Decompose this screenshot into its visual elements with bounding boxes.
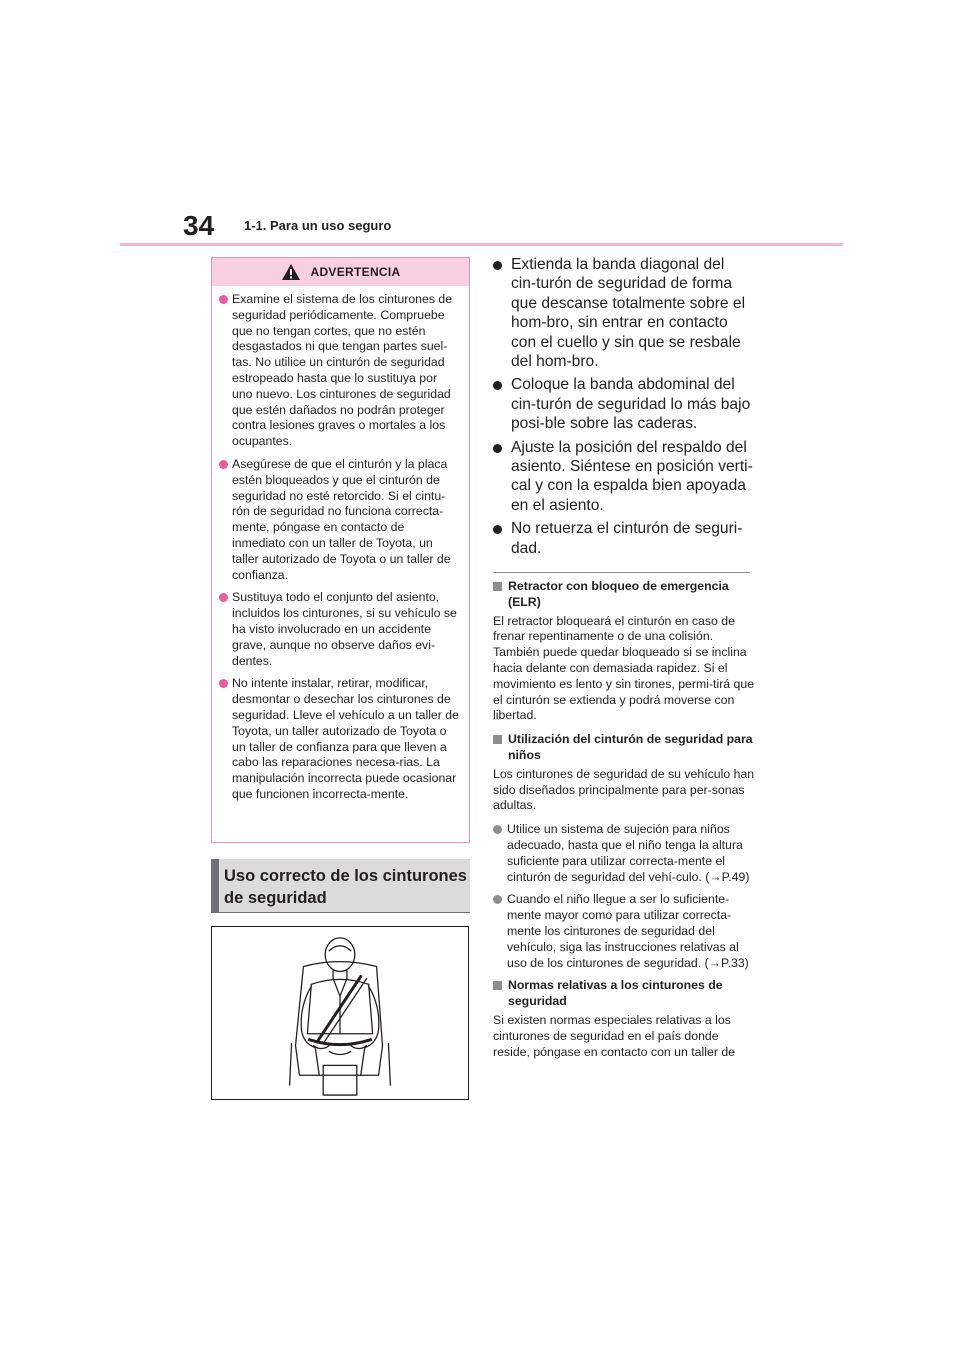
bullet-icon — [493, 895, 502, 904]
instruction-text: Ajuste la posición del respaldo del asiento. Siéntese en posición verti-cal y con la espalda bien apoyada en el asiento. — [511, 438, 753, 514]
instruction-list — [493, 255, 753, 558]
square-bullet-icon — [493, 981, 502, 990]
instruction-text: Extienda la banda diagonal del cin-turón de seguridad de forma que descanse totalmente sobre el hom-bro, sin entrar en contacto con el cuello y sin que se resbale del hom-bro. — [511, 256, 746, 371]
warning-item — [219, 676, 459, 802]
warning-item-text: Sustituya todo el conjunto del asiento, incluidos los cinturones, si su vehículo se ha visto involucrado en un accidente grave, aunque no observe daños evi-dentes. — [232, 590, 457, 668]
warning-item-text: No intente instalar, retirar, modificar, desmontar o desechar los cinturones de seguridad. Lleve el vehículo a un taller de Toyota, un taller autorizado de Toyota o un taller de confianza para que lleven a cabo las reparaciones necesa-rias. La manipulación incorrecta puede ocasionar que funcionen incorrecta-mente. — [232, 676, 459, 801]
instruction-item — [493, 438, 753, 516]
seatbelt-illustration — [211, 926, 469, 1100]
instruction-item — [493, 255, 753, 371]
bullet-icon — [219, 679, 228, 688]
header-divider — [120, 243, 843, 246]
warning-triangle-icon — [281, 263, 301, 281]
bullet-icon — [493, 525, 502, 534]
seated-person-illustration — [212, 927, 468, 1099]
children-body: Los cinturones de seguridad de su vehículo han sido diseñados principalmente para per-sonas adultas. — [493, 766, 755, 813]
rules-heading — [493, 978, 755, 1010]
warning-item — [219, 292, 459, 450]
square-bullet-icon — [493, 582, 502, 591]
instruction-text: Coloque la banda abdominal del cin-turón de seguridad lo más bajo posi-ble sobre las caderas. — [511, 376, 751, 433]
children-item — [493, 822, 755, 885]
warning-item — [219, 457, 459, 583]
warning-list — [212, 286, 469, 803]
warning-item-text: Asegúrese de que el cinturón y la placa estén bloqueados y que el cinturón de seguridad no esté retorcido. Si el cintu-rón de seguridad no funciona correcta-mente, póngase en contacto de inmediato con un taller de Toyota, un taller autorizado de Toyota o un taller de confianza. — [232, 456, 451, 582]
bullet-icon — [219, 295, 228, 304]
section-heading — [211, 859, 470, 913]
section-heading-line2: de seguridad — [224, 889, 327, 907]
bullet-icon — [493, 444, 502, 453]
children-heading-text: Utilización del cinturón de seguridad para niños — [508, 732, 753, 762]
children-item-text: Cuando el niño llegue a ser lo suficiente-mente mayor como para utilizar correcta-mente los cinturones de seguridad del vehículo, siga las instrucciones relativas al uso de los cinturones de seguridad. (→P.33) — [507, 892, 749, 970]
section-header-title: 1-1. Para un uso seguro — [244, 218, 392, 233]
section-heading-line1: Uso correcto de los cinturones — [224, 867, 467, 885]
bullet-icon — [219, 460, 228, 469]
warning-box — [211, 257, 470, 843]
section-divider — [493, 572, 750, 573]
instruction-item — [493, 375, 753, 433]
elr-heading — [493, 579, 755, 611]
elr-body: El retractor bloqueará el cinturón en caso de frenar repentinamente o de una colisión. También puede quedar bloqueado si se inclina hacia delante con demasiada rapidez. Si el movimiento es lento y sin tirones, permi-tirá que el cinturón se extienda y podrá moverse con libertad. — [493, 613, 755, 723]
page-number: 34 — [183, 210, 215, 241]
instruction-item — [493, 519, 753, 558]
children-list — [493, 822, 755, 971]
bullet-icon — [493, 261, 502, 270]
warning-item-text: Examine el sistema de los cinturones de seguridad periódicamente. Compruebe que no tengan cortes, que no estén desgastados ni que tengan partes suel-tas. No utilice un cinturón de seguridad estropeado hasta que lo sustituya por uno nuevo. Los cinturones de seguridad que estén dañados no podrán proteger contra lesiones graves o mortales a los ocupantes. — [232, 292, 453, 449]
bullet-icon — [493, 381, 502, 390]
warning-header — [212, 258, 469, 286]
warning-item — [219, 590, 459, 669]
square-bullet-icon — [493, 735, 502, 744]
bullet-icon — [493, 825, 502, 834]
bullet-icon — [219, 593, 228, 602]
instruction-text: No retuerza el cinturón de seguri-dad. — [511, 520, 743, 557]
elr-heading-text: Retractor con bloqueo de emergencia (ELR) — [508, 579, 729, 609]
notes-column — [493, 579, 755, 1068]
children-item-text: Utilice un sistema de sujeción para niños adecuado, hasta que el niño tenga la altura suficiente para utilizar correcta-mente el cinturón de seguridad del vehí-culo. (→P.49) — [507, 822, 750, 884]
warning-title: ADVERTENCIA — [310, 265, 401, 279]
rules-body: Si existen normas especiales relativas a los cinturones de seguridad en el país donde reside, póngase en contacto con un taller de — [493, 1012, 736, 1059]
instructions-column — [493, 255, 753, 562]
children-heading — [493, 732, 755, 764]
rules-heading-text: Normas relativas a los cinturones de seguridad — [508, 978, 723, 1009]
children-item — [493, 892, 755, 971]
